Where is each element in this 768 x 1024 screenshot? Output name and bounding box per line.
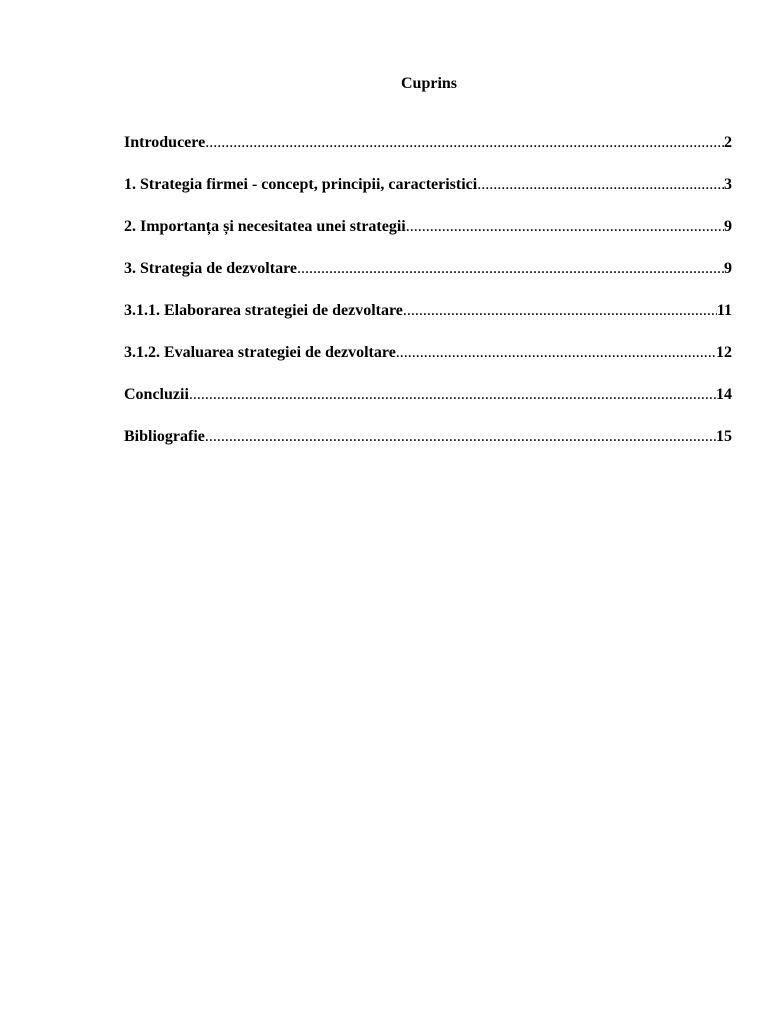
toc-entry-page: 9 (724, 260, 732, 277)
toc-entry-label: 1. Strategia firmei - concept, principii, caracteristici (124, 176, 478, 193)
toc-entry-label: Bibliografie (124, 428, 205, 445)
toc-entry-label: 3. Strategia de dezvoltare (124, 260, 297, 277)
toc-entry-evaluarea (124, 342, 732, 384)
toc-entry-strategia-dezvoltare (124, 258, 732, 300)
toc-entry-concluzii (124, 384, 732, 426)
toc-entry-introducere (124, 132, 732, 174)
dot-leader (406, 216, 724, 238)
toc-entry-label: Introducere (124, 134, 206, 151)
dot-leader (205, 426, 716, 448)
dot-leader (477, 174, 724, 196)
dot-leader (403, 300, 717, 322)
toc-entry-label: 2. Importanța și necesitatea unei strategii (124, 218, 406, 235)
toc-entry-page: 3 (724, 176, 732, 193)
toc-entry-page: 12 (716, 344, 732, 361)
toc-entry-page: 9 (724, 218, 732, 235)
dot-leader (205, 132, 724, 154)
toc-entry-page: 2 (724, 134, 732, 151)
toc-entry-label: 3.1.1. Elaborarea strategiei de dezvoltare (124, 302, 403, 319)
toc-entry-label: Concluzii (124, 386, 189, 403)
toc-entry-page: 11 (716, 302, 732, 319)
toc-entry-bibliografie (124, 426, 732, 468)
toc-entry-elaborarea (124, 300, 732, 342)
toc-entry-page: 14 (716, 386, 732, 403)
toc-entry-strategia-firmei (124, 174, 732, 216)
dot-leader (396, 342, 716, 364)
toc-entry-label: 3.1.2. Evaluarea strategiei de dezvoltare (124, 344, 396, 361)
toc-entry-importanta (124, 216, 732, 258)
dot-leader (189, 384, 716, 406)
dot-leader (297, 258, 724, 280)
table-of-contents (124, 132, 732, 468)
toc-entry-page: 15 (716, 428, 732, 445)
toc-title: Cuprins (400, 75, 458, 92)
